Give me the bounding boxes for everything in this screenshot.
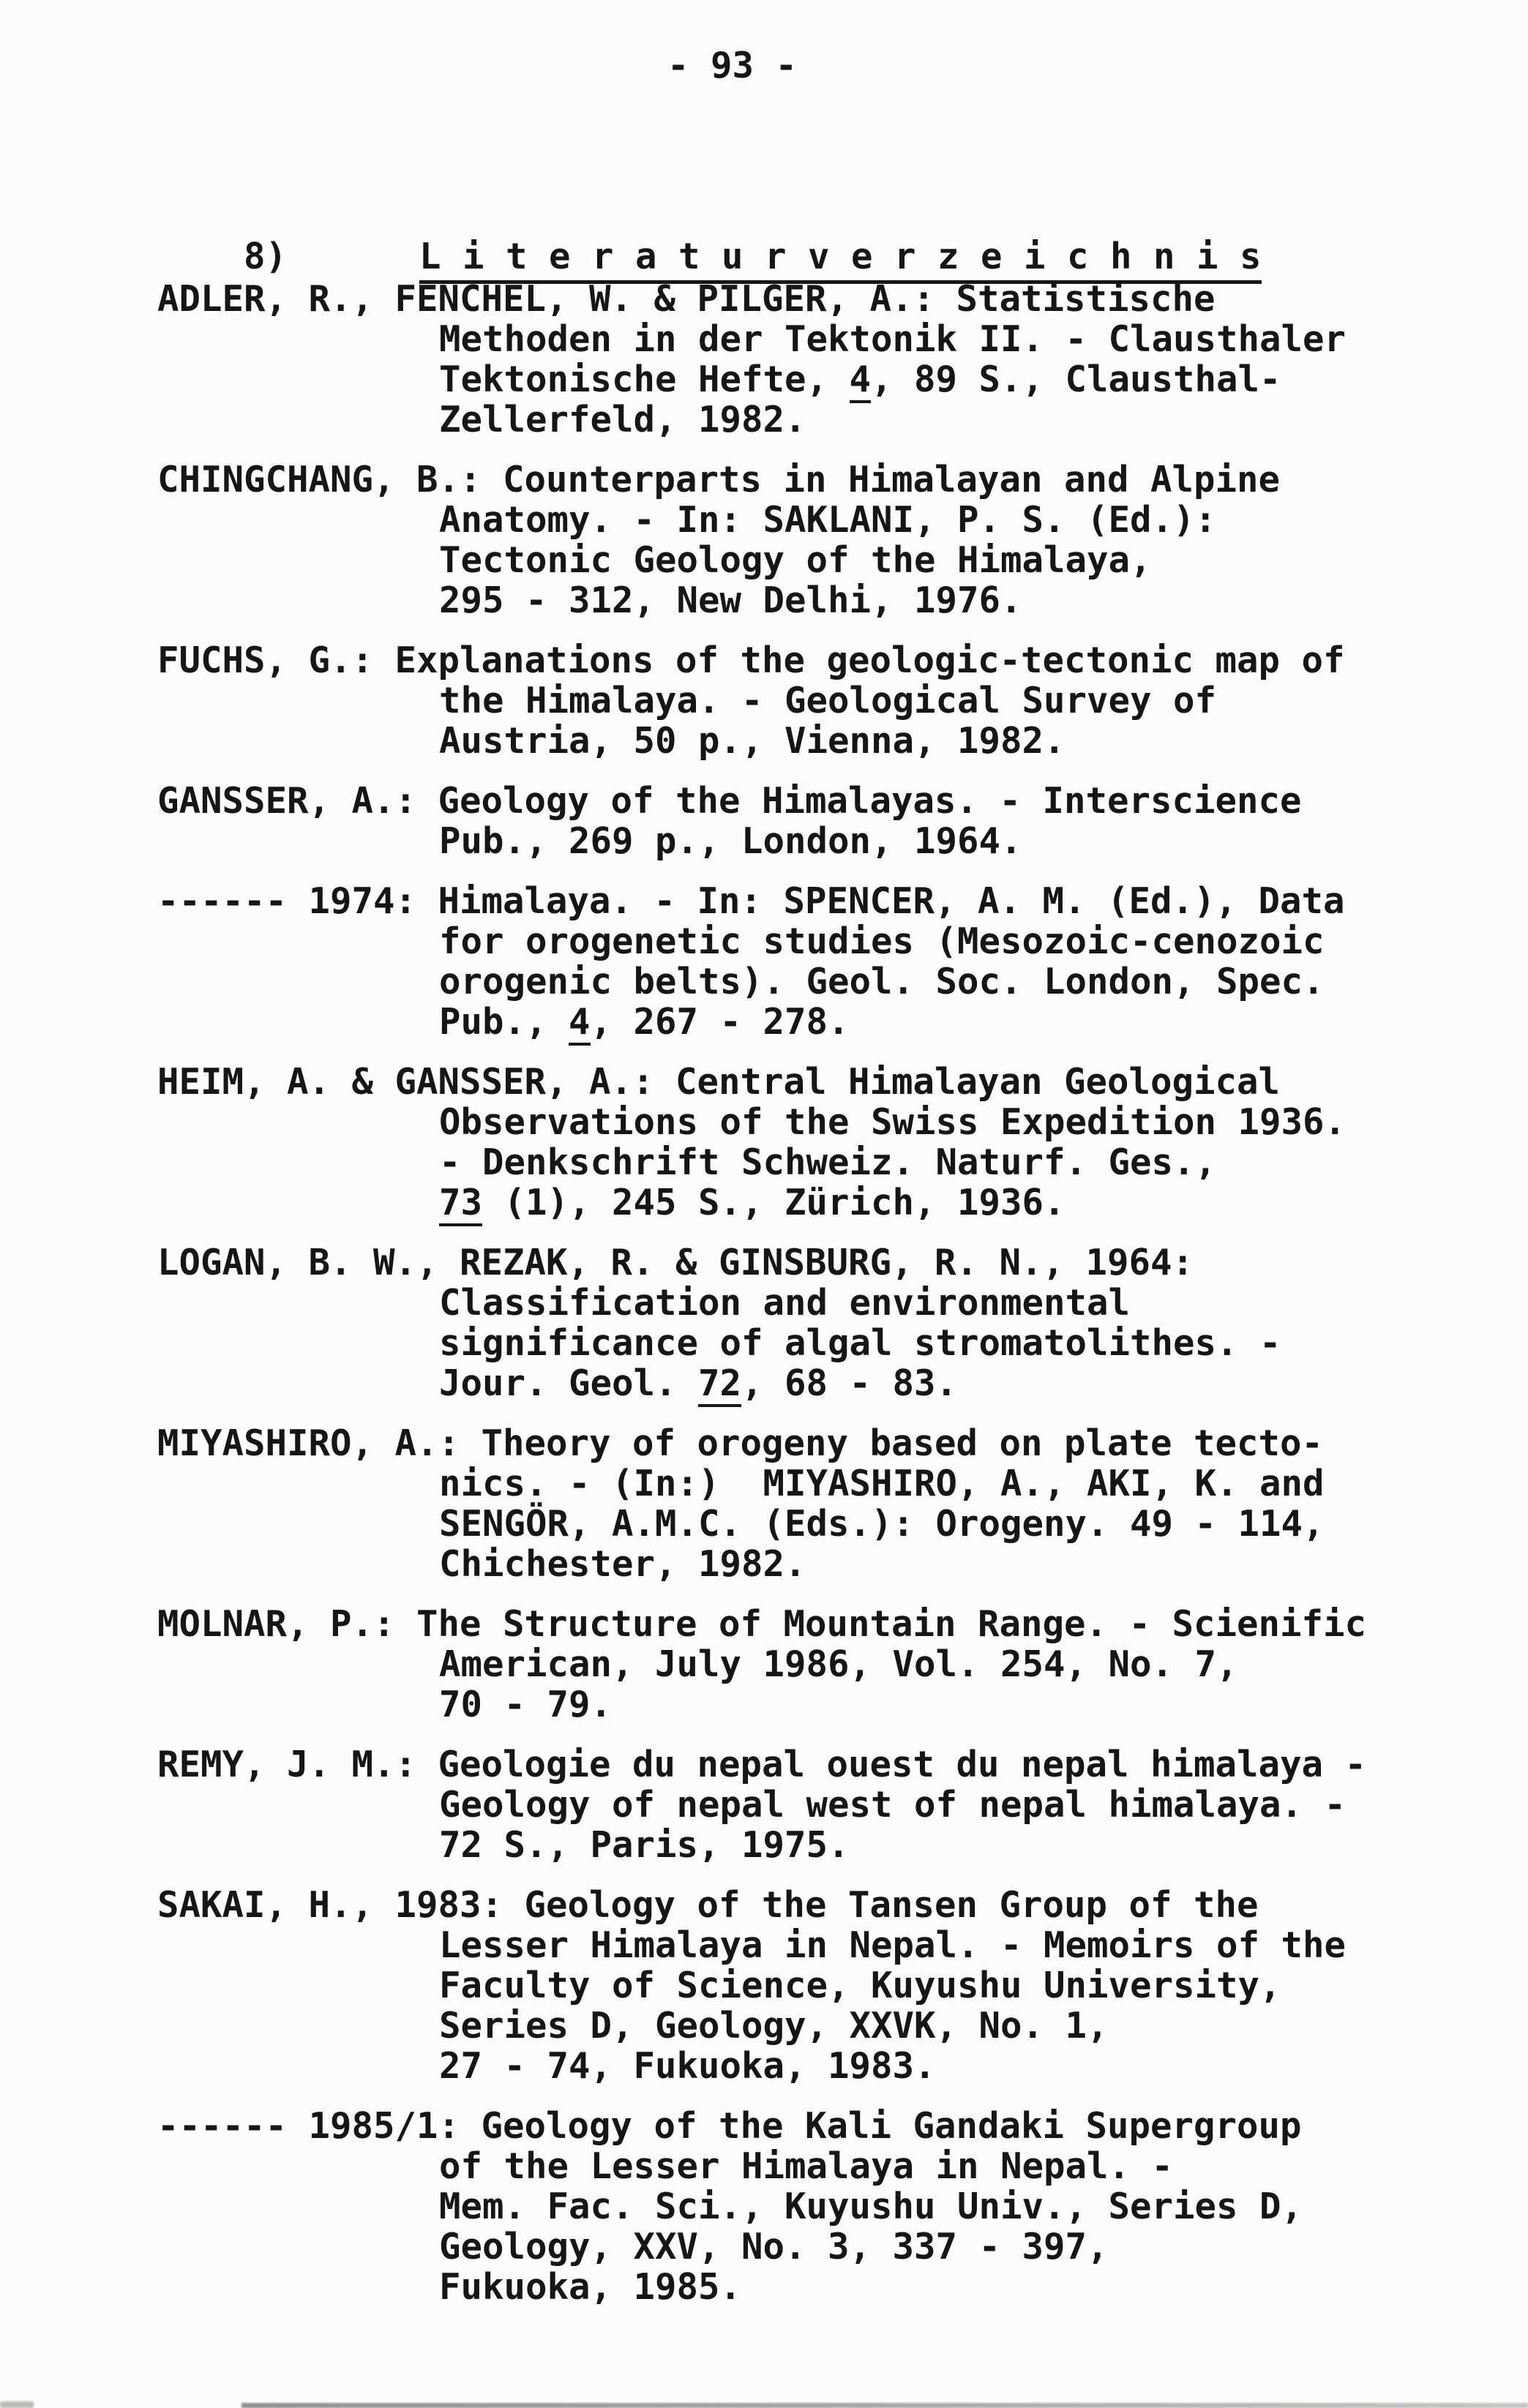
entry-text: Tectonic Geology of the Himalaya, [439, 539, 1152, 581]
bibliography-list [157, 279, 1489, 2327]
entry-line [157, 1323, 1489, 1363]
entry-line [157, 2106, 1489, 2146]
bibliography-entry [157, 460, 1489, 620]
entry-line [157, 1965, 1489, 2006]
entry-text: SAKAI, H., 1983: Geology of the Tansen Group of the [157, 1884, 1259, 1926]
entry-text: of the Lesser Himalaya in Nepal. - [439, 2145, 1174, 2187]
underlined-volume-number: 4 [850, 359, 872, 403]
entry-line [157, 1142, 1489, 1182]
bibliography-entry [157, 2106, 1489, 2307]
entry-text: Mem. Fac. Sci., Kuyushu Univ., Series D, [439, 2186, 1303, 2227]
entry-text: REMY, J. M.: Geologie du nepal ouest du nepal himalaya - [157, 1744, 1367, 1785]
entry-text: FUCHS, G.: Explanations of the geologic-tectonic map of [157, 639, 1345, 681]
entry-line [157, 1423, 1489, 1463]
entry-line [157, 721, 1489, 761]
underlined-volume-number: 72 [698, 1362, 741, 1407]
entry-line [157, 1604, 1489, 1644]
entry-line [157, 540, 1489, 580]
entry-text: 295 - 312, New Delhi, 1976. [439, 580, 1022, 621]
entry-line [157, 1182, 1489, 1223]
entry-line [157, 1283, 1489, 1323]
entry-line [157, 1363, 1489, 1403]
entry-line [157, 2267, 1489, 2307]
entry-text: LOGAN, B. W., REZAK, R. & GINSBURG, R. N., 1964: [157, 1242, 1194, 1283]
bibliography-entry [157, 1423, 1489, 1584]
scan-artifact-corner [0, 2401, 34, 2408]
entry-text: 27 - 74, Fukuoka, 1983. [439, 2045, 936, 2087]
entry-line [157, 400, 1489, 440]
bibliography-entry [157, 1242, 1489, 1403]
entry-line [157, 680, 1489, 721]
entry-text: Methoden in der Tektonik II. - Clausthaler [439, 318, 1347, 360]
entry-line [157, 2006, 1489, 2046]
entry-text: for orogenetic studies (Mesozoic-cenozoic [439, 920, 1325, 962]
entry-text: Series D, Geology, XXVK, No. 1, [439, 2005, 1109, 2047]
section-number: 8) [244, 236, 288, 277]
entry-text: MIYASHIRO, A.: Theory of orogeny based on plate tecto- [157, 1422, 1324, 1464]
entry-text: significance of algal stromatolithes. - [439, 1322, 1281, 1364]
entry-line [157, 2227, 1489, 2267]
entry-text: Classification and environmental [439, 1282, 1131, 1324]
entry-line [157, 2186, 1489, 2227]
entry-line [157, 359, 1489, 400]
entry-line [157, 2046, 1489, 2086]
entry-text: HEIM, A. & GANSSER, A.: Central Himalayan Geological [157, 1061, 1281, 1103]
entry-text: Geology of nepal west of nepal himalaya. - [439, 1784, 1347, 1826]
entry-text: Observations of the Swiss Expedition 1936. [439, 1101, 1347, 1143]
entry-line [157, 1785, 1489, 1825]
entry-text: American, July 1986, Vol. 254, No. 7, [439, 1643, 1238, 1685]
entry-text: CHINGCHANG, B.: Counterparts in Himalayan and Alpine [157, 459, 1281, 500]
entry-text: - Denkschrift Schweiz. Naturf. Ges., [439, 1141, 1217, 1183]
bibliography-entry [157, 1744, 1489, 1865]
entry-text: SENGÖR, A.M.C. (Eds.): Orogeny. 49 - 114, [439, 1503, 1325, 1545]
entry-line [157, 640, 1489, 680]
bibliography-entry [157, 640, 1489, 761]
entry-text: Pub., [439, 1001, 569, 1043]
entry-line [157, 961, 1489, 1002]
bibliography-entry [157, 781, 1489, 861]
entry-line [157, 580, 1489, 620]
entry-line [157, 1684, 1489, 1725]
entry-line [157, 460, 1489, 500]
section-title: L i t e r a t u r v e r z e i c h n i s [419, 236, 1262, 284]
entry-text: orogenic belts). Geol. Soc. London, Spec. [439, 961, 1325, 1002]
entry-line [157, 921, 1489, 961]
bibliography-entry [157, 1062, 1489, 1223]
entry-text: (1), 245 S., Zürich, 1936. [482, 1182, 1066, 1223]
bibliography-entry [157, 279, 1489, 440]
entry-text: GANSSER, A.: Geology of the Himalayas. - Interscience [157, 780, 1302, 822]
entry-line [157, 1885, 1489, 1925]
entry-line [157, 1242, 1489, 1283]
entry-line [157, 1102, 1489, 1142]
entry-line [157, 1825, 1489, 1865]
bibliography-entry [157, 1885, 1489, 2086]
entry-text: Austria, 50 p., Vienna, 1982. [439, 720, 1066, 762]
entry-text: ADLER, R., FENCHEL, W. & PILGER, A.: Statistische [157, 278, 1216, 320]
entry-text: Tektonische Hefte, [439, 359, 850, 400]
entry-text: Jour. Geol. [439, 1362, 699, 1404]
entry-line [157, 319, 1489, 359]
bibliography-entry [157, 881, 1489, 1042]
entry-text: 72 S., Paris, 1975. [439, 1824, 850, 1866]
entry-text: ------ 1985/1: Geology of the Kali Gandaki Supergroup [157, 2105, 1302, 2147]
entry-line [157, 1544, 1489, 1584]
entry-text: Lesser Himalaya in Nepal. - Memoirs of the [439, 1924, 1347, 1966]
entry-line [157, 1644, 1489, 1684]
entry-line [157, 781, 1489, 821]
entry-text: Geology, XXV, No. 3, 337 - 397, [439, 2226, 1109, 2268]
entry-line [157, 1504, 1489, 1544]
entry-text: Pub., 269 p., London, 1964. [439, 820, 1022, 862]
entry-text: Anatomy. - In: SAKLANI, P. S. (Ed.): [439, 499, 1217, 541]
entry-text: Fukuoka, 1985. [439, 2266, 742, 2308]
entry-line [157, 1463, 1489, 1504]
entry-line [157, 1002, 1489, 1042]
entry-line [157, 1744, 1489, 1785]
entry-line [157, 821, 1489, 861]
underlined-volume-number: 73 [439, 1182, 482, 1226]
entry-text: , 89 S., Clausthal- [871, 359, 1281, 400]
bibliography-entry [157, 1604, 1489, 1725]
entry-text: nics. - (In:) MIYASHIRO, A., AKI, K. and [439, 1463, 1325, 1504]
underlined-volume-number: 4 [569, 1001, 591, 1046]
scan-artifact-bottom-edge [241, 2403, 1528, 2408]
entry-text: , 267 - 278. [590, 1001, 850, 1043]
entry-text: Chichester, 1982. [439, 1543, 806, 1585]
entry-line [157, 881, 1489, 921]
entry-text: ------ 1974: Himalaya. - In: SPENCER, A. M. (Ed.), Data [157, 880, 1345, 922]
page-number: - 93 - [667, 45, 798, 86]
entry-line [157, 2146, 1489, 2186]
entry-text: MOLNAR, P.: The Structure of Mountain Range. - Scienific [157, 1603, 1367, 1645]
entry-line [157, 279, 1489, 319]
entry-text: Faculty of Science, Kuyushu University, [439, 1965, 1281, 2006]
entry-text: 70 - 79. [439, 1684, 613, 1725]
entry-text: Zellerfeld, 1982. [439, 399, 806, 440]
entry-line [157, 1062, 1489, 1102]
entry-line [157, 1925, 1489, 1965]
entry-text: the Himalaya. - Geological Survey of [439, 680, 1217, 721]
entry-line [157, 500, 1489, 540]
entry-text: , 68 - 83. [741, 1362, 958, 1404]
